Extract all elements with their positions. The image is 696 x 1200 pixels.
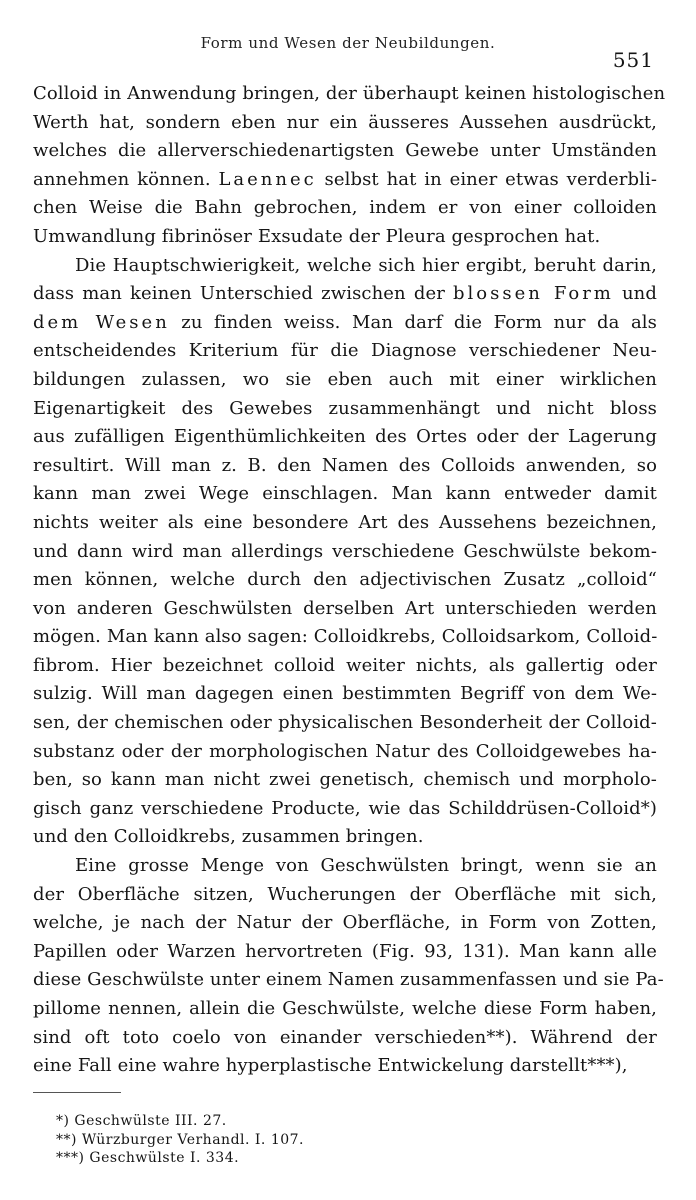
footnote-divider [33,1092,121,1093]
text-run: kann man zwei Wege einschlagen. Man kann entweder damit [33,483,657,505]
text-line [33,423,657,452]
text-line [33,709,657,738]
text-line [33,538,657,567]
text-run: sen, der chemischen oder physicalischen Besonderheit der Colloid- [33,712,657,734]
text-run: bildungen zulassen, wo sie eben auch mit einer wirklichen [33,368,657,390]
text-run: und den Colloidkrebs, zusammen bringen. [33,826,424,848]
footnote: **) Würzburger Verhandl. I. 107. [56,1131,305,1148]
footnote: ***) Geschwülste I. 334. [56,1150,240,1166]
text-line [33,995,657,1024]
text-line [33,252,657,281]
text-line [33,966,664,995]
text-run: diese Geschwülste unter einem Namen zusammenfassen und sie Pa- [33,969,664,991]
text-run: selbst hat in einer etwas verderbli- [316,168,658,190]
text-line [33,509,657,538]
text-line [33,623,657,652]
spaced-emphasis: Laennec [218,168,317,190]
text-line [33,1024,657,1053]
text-line [33,480,657,509]
text-line [33,366,657,395]
text-line [33,109,657,138]
footnotes [56,1112,304,1168]
text-run: dass man keinen Unterschied zwischen der [33,283,454,305]
text-run: eine Fall eine wahre hyperplastische Entwickelung darstellt***), [33,1055,628,1077]
text-run: zu finden weiss. Man darf die Form nur da als [169,311,657,333]
text-line [33,280,657,309]
text-run: ben, so kann man nicht zwei genetisch, chemisch und morpholo- [33,769,657,791]
text-line [33,223,657,252]
text-run: aus zufälligen Eigenthümlichkeiten des Ortes oder der Lagerung [33,426,657,448]
text-run: welche, je nach der Natur der Oberfläche, in Form von Zotten, [33,912,657,934]
text-line [33,852,657,881]
text-run: annehmen können. [33,168,219,190]
paragraph [33,80,666,252]
text-run: Umwandlung fibrinöser Exsudate der Pleura gesprochen hat. [33,225,601,247]
text-run: chen Weise die Bahn gebrochen, indem er von einer colloiden [33,197,657,219]
text-line [33,80,666,109]
text-line [33,194,657,223]
text-run: gisch ganz verschiedene Producte, wie das Schilddrüsen-Colloid*) [33,797,657,819]
text-run: Werth hat, sondern eben nur ein äusseres Aussehen ausdrückt, [33,111,657,133]
text-line [33,938,657,967]
text-run: Colloid in Anwendung bringen, der überhaupt keinen histologischen [33,83,666,104]
text-run: nichts weiter als eine besondere Art des Aussehens bezeichnen, [33,511,657,533]
text-line [33,337,657,366]
text-run: Eine grosse Menge von Geschwülsten bringt, wenn sie an [75,855,657,877]
page-number: 551 [612,48,654,72]
paragraph [33,252,657,852]
text-run: resultirt. Will man z. B. den Namen des Colloids anwenden, so [33,454,657,476]
spaced-emphasis: blossen Form [453,283,614,305]
paragraph [33,852,664,1081]
footnote: *) Geschwülste III. 27. [56,1113,227,1129]
text-line [33,680,657,709]
text-run: mögen. Man kann also sagen: Colloidkrebs, Colloidsarkom, Colloid- [33,626,658,648]
body-text [33,80,666,1081]
text-line [33,881,657,910]
text-run: der Oberfläche sitzen, Wucherungen der Oberfläche mit sich, [33,883,657,905]
text-run: Eigenartigkeit des Gewebes zusammenhängt und nicht bloss [33,397,657,419]
text-line [33,395,657,424]
text-run: sulzig. Will man dagegen einen bestimmten Begriff von dem We- [33,683,657,705]
text-line [33,766,657,795]
text-run: entscheidendes Kriterium für die Diagnose verschiedener Neu- [33,340,657,362]
text-line [33,909,657,938]
text-line [33,595,657,624]
text-run: substanz oder der morphologischen Natur des Colloidgewebes ha- [33,740,657,762]
text-run: Die Hauptschwierigkeit, welche sich hier ergibt, beruht darin, [75,254,657,276]
text-line [33,1052,657,1081]
running-head: Form und Wesen der Neubildungen. [200,34,496,52]
text-line [33,137,657,166]
text-run: men können, welche durch den adjectivischen Zusatz „colloid“ [33,569,657,591]
text-line [33,823,657,852]
text-run: Papillen oder Warzen hervortreten (Fig. 93, 131). Man kann alle [33,940,657,962]
spaced-emphasis: dem Wesen [33,311,170,333]
text-run: und dann wird man allerdings verschiedene Geschwülste bekom- [33,540,657,562]
text-line [33,652,657,681]
text-line [33,738,657,767]
text-run: welches die allerverschiedenartigsten Gewebe unter Umständen [33,140,657,162]
text-run: von anderen Geschwülsten derselben Art unterschieden werden [33,597,657,619]
text-line [33,452,657,481]
text-line [33,795,657,824]
text-run: und [613,283,657,305]
text-run: sind oft toto coelo von einander verschieden**). Während der [33,1026,657,1048]
text-line [33,309,657,338]
text-run: pillome nennen, allein die Geschwülste, welche diese Form haben, [33,998,657,1019]
text-line [33,566,657,595]
text-line [33,166,657,195]
text-run: fibrom. Hier bezeichnet colloid weiter nichts, als gallertig oder [33,654,657,676]
